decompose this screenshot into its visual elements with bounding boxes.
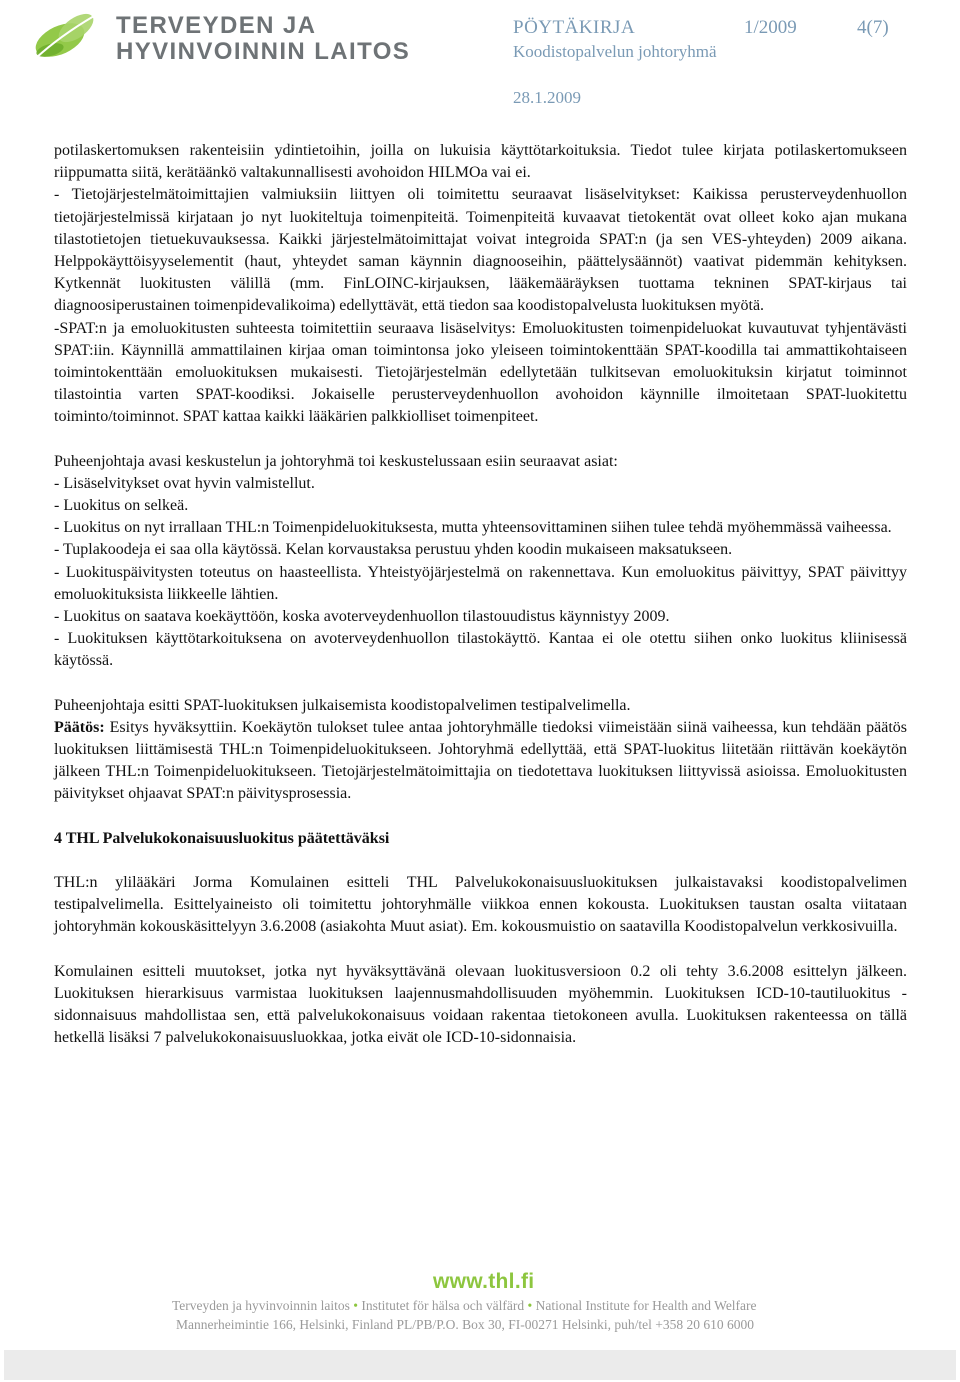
list-item: - Tuplakoodeja ei saa olla käytössä. Kelan korvaustaksa perustuu yhden koodin mukaiseen maksatukseen. <box>54 541 733 559</box>
paragraph: Komulainen esitteli muutokset, jotka nyt hyväksyttävänä olevaan luokitusversioon 0.2 oli tehty 3.6.2008 esittelyn jälkeen. Luokituksen hierarkisuus varmistaa luokituksen laajennusmahdollisuuden myöhemmin. Luokituksen ICD-10-tautiluokitus -sidonnaisuus mahdollistaa sen, että palvelukokonaisuus voidaan rakentaa tietokoneen avulla. Luokituksen rakenteessa on tällä hetkellä lisäksi 7 palvelukokonaisuusluokkaa, jotka eivät ole ICD-10-sidonnaisia. <box>54 962 907 1047</box>
paragraph: Puheenjohtaja avasi keskustelun ja johtoryhmä toi keskustelussaan esiin seuraavat asiat: <box>54 452 618 470</box>
document-body <box>54 140 907 1049</box>
meeting-date: 28.1.2009 <box>513 88 581 107</box>
list-item: - Luokitus on nyt irrallaan THL:n Toimenpideluokituksesta, mutta yhteensovittaminen siihen tulee tehdä myöhemmässä vaiheessa. <box>54 519 892 537</box>
document-type: PÖYTÄKIRJA <box>513 17 636 38</box>
list-item: - Lisäselvitykset ovat hyvin valmistellut. <box>54 474 315 492</box>
paragraph: - Tietojärjestelmätoimittajien valmiuksiin liittyen oli toimitettu seuraavat lisäselvitykset: Kaikissa perusterveydenhuollon tietojärjestelmissä kirjataan jo nyt luokiteltuja toimenpiteitä. Toimenpiteitä kuvaavat tietokentät ovat olleet koko ajan mukana tilastotietojen tietuekuvauksessa. Kaikki järjestelmätoimittajat voivat integroida SPAT:n (ja sen VES-yhteyden) 2009 aikana. Helppokäyttöisyyselementit (haut, yhteydet saman käynnin diagnooseihin, päättelysäännöt) vaativat pidemmän kehityksen. Kytkennät luokitusten välillä (mm. FinLOINC-kirjauksen, lääkemääräyksen tuottama tekninen SPAT-kirjaus tai diagnoosiperustainen toimenpidevalikoima) edellyttävät, että tiedon saa koodistopalvelusta luokituksen myötä. <box>54 186 907 315</box>
document-number: 1/2009 <box>744 17 797 38</box>
logo-text-line1: TERVEYDEN JA <box>116 12 317 39</box>
decision-text: Esitys hyväksyttiin. Koekäytön tulokset tulee antaa johtoryhmälle tiedoksi viimeistään siinä vaiheessa, kun tehdään päätös luokituksen liittämisestä THL:n Toimenpideluokitukseen. Johtoryhmä edellyttää, että SPAT-luokitus liitetään riittävän koekäytön jälkeen THL:n Toimenpideluokitukseen. Tietojärjestelmätoimittajia on tiedotettava luokituksen liittyvissä asioissa. Emoluokitusten päivitykset ohjaavat SPAT:n päivitysprosessia. <box>54 718 907 803</box>
paragraph: potilaskertomuksen rakenteisiin ydintietoihin, joilla on lukuisia käyttötarkoituksia. Tiedot tulee kirjata potilaskertomukseen riippumatta siitä, kerätäänkö valtakunnallisesti avohoidon HILMOa vai ei. <box>54 142 907 182</box>
thl-leaf-icon <box>30 6 110 64</box>
thl-logo <box>30 4 411 65</box>
footer-name-en: National Institute for Health and Welfare <box>535 1298 757 1313</box>
decision-paragraph <box>54 717 907 806</box>
decision-label: Päätös: <box>54 718 105 736</box>
footer-separator: • <box>527 1298 533 1313</box>
paragraph: THL:n ylilääkäri Jorma Komulainen esitteli THL Palvelukokonaisuusluokituksen julkaistavaksi koodistopalvelimen testipalvelimella. Esittelyaineisto oli toimitettu johtoryhmälle viikkoa ennen kokousta. Luokituksen taustan osalta viitataan johtoryhmän kokouskäsittelyyn 3.6.2008 (asiakohta Muut asiat). Em. kokousmuistio on saatavilla Koodistopalvelun verkkosivuilla. <box>54 873 907 936</box>
footer-url: www.thl.fi <box>433 1270 535 1293</box>
list-item: - Luokituspäivitysten toteutus on haasteellista. Yhteistyöjärjestelmä on rakennettava. Kun emoluokitus päivittyy, SPAT päivittyy emoluokituksista liikkeelle lähtien. <box>54 563 907 603</box>
logo-text-line2: HYVINVOINNIN LAITOS <box>116 38 411 65</box>
footer-name-fi: Terveyden ja hyvinvoinnin laitos <box>172 1298 350 1313</box>
list-item: - Luokitus on saatava koekäyttöön, koska avoterveydenhuollon tilastouudistus käynnistyy 2009. <box>54 608 670 626</box>
footer-bar <box>4 1350 956 1380</box>
footer-names <box>172 1298 812 1314</box>
meeting-group: Koodistopalvelun johtoryhmä <box>513 42 717 61</box>
section-heading: 4 THL Palvelukokonaisuusluokitus päätettäväksi <box>54 829 390 847</box>
footer-address: Mannerheimintie 166, Helsinki, Finland PL/PB/P.O. Box 30, FI-00271 Helsinki, puh/tel +358 20 610 6000 <box>176 1317 754 1332</box>
list-item: - Luokituksen käyttötarkoituksena on avoterveydenhuollon tilastokäyttö. Kantaa ei ole otettu siihen onko luokitus kliinisessä käytössä. <box>54 630 907 670</box>
paragraph: Puheenjohtaja esitti SPAT-luokituksen julkaisemista koodistopalvelimen testipalvelimella. <box>54 696 631 714</box>
footer-separator: • <box>353 1298 359 1313</box>
list-item: - Luokitus on selkeä. <box>54 497 189 515</box>
page-number: 4(7) <box>857 17 889 38</box>
paragraph: -SPAT:n ja emoluokitusten suhteesta toimitettiin seuraava lisäselvitys: Emoluokitusten toimenpideluokat kuvautuvat tyhjentävästi SPAT:iin. Käynnillä ammattilainen kirjaa oman toimintonsa joko yleiseen toimintokenttään SPAT-koodilla tai ammattikohtaiseen toimintokenttään emoluokituksen mukaisesti. Tietojärjestelmän edellytetään tulkitsevan emoluokituksin kirjatut toiminnot tilastointia varten SPAT-koodiksi. Jokaiselle perusterveydenhuollon avohoidon käynnille ilmoitetaan SPAT-luokitettu toiminto/toiminnot. SPAT kattaa kaikki lääkärien palkkiolliset toimenpiteet. <box>54 319 907 426</box>
footer-name-sv: Institutet för hälsa och välfärd <box>361 1298 525 1313</box>
